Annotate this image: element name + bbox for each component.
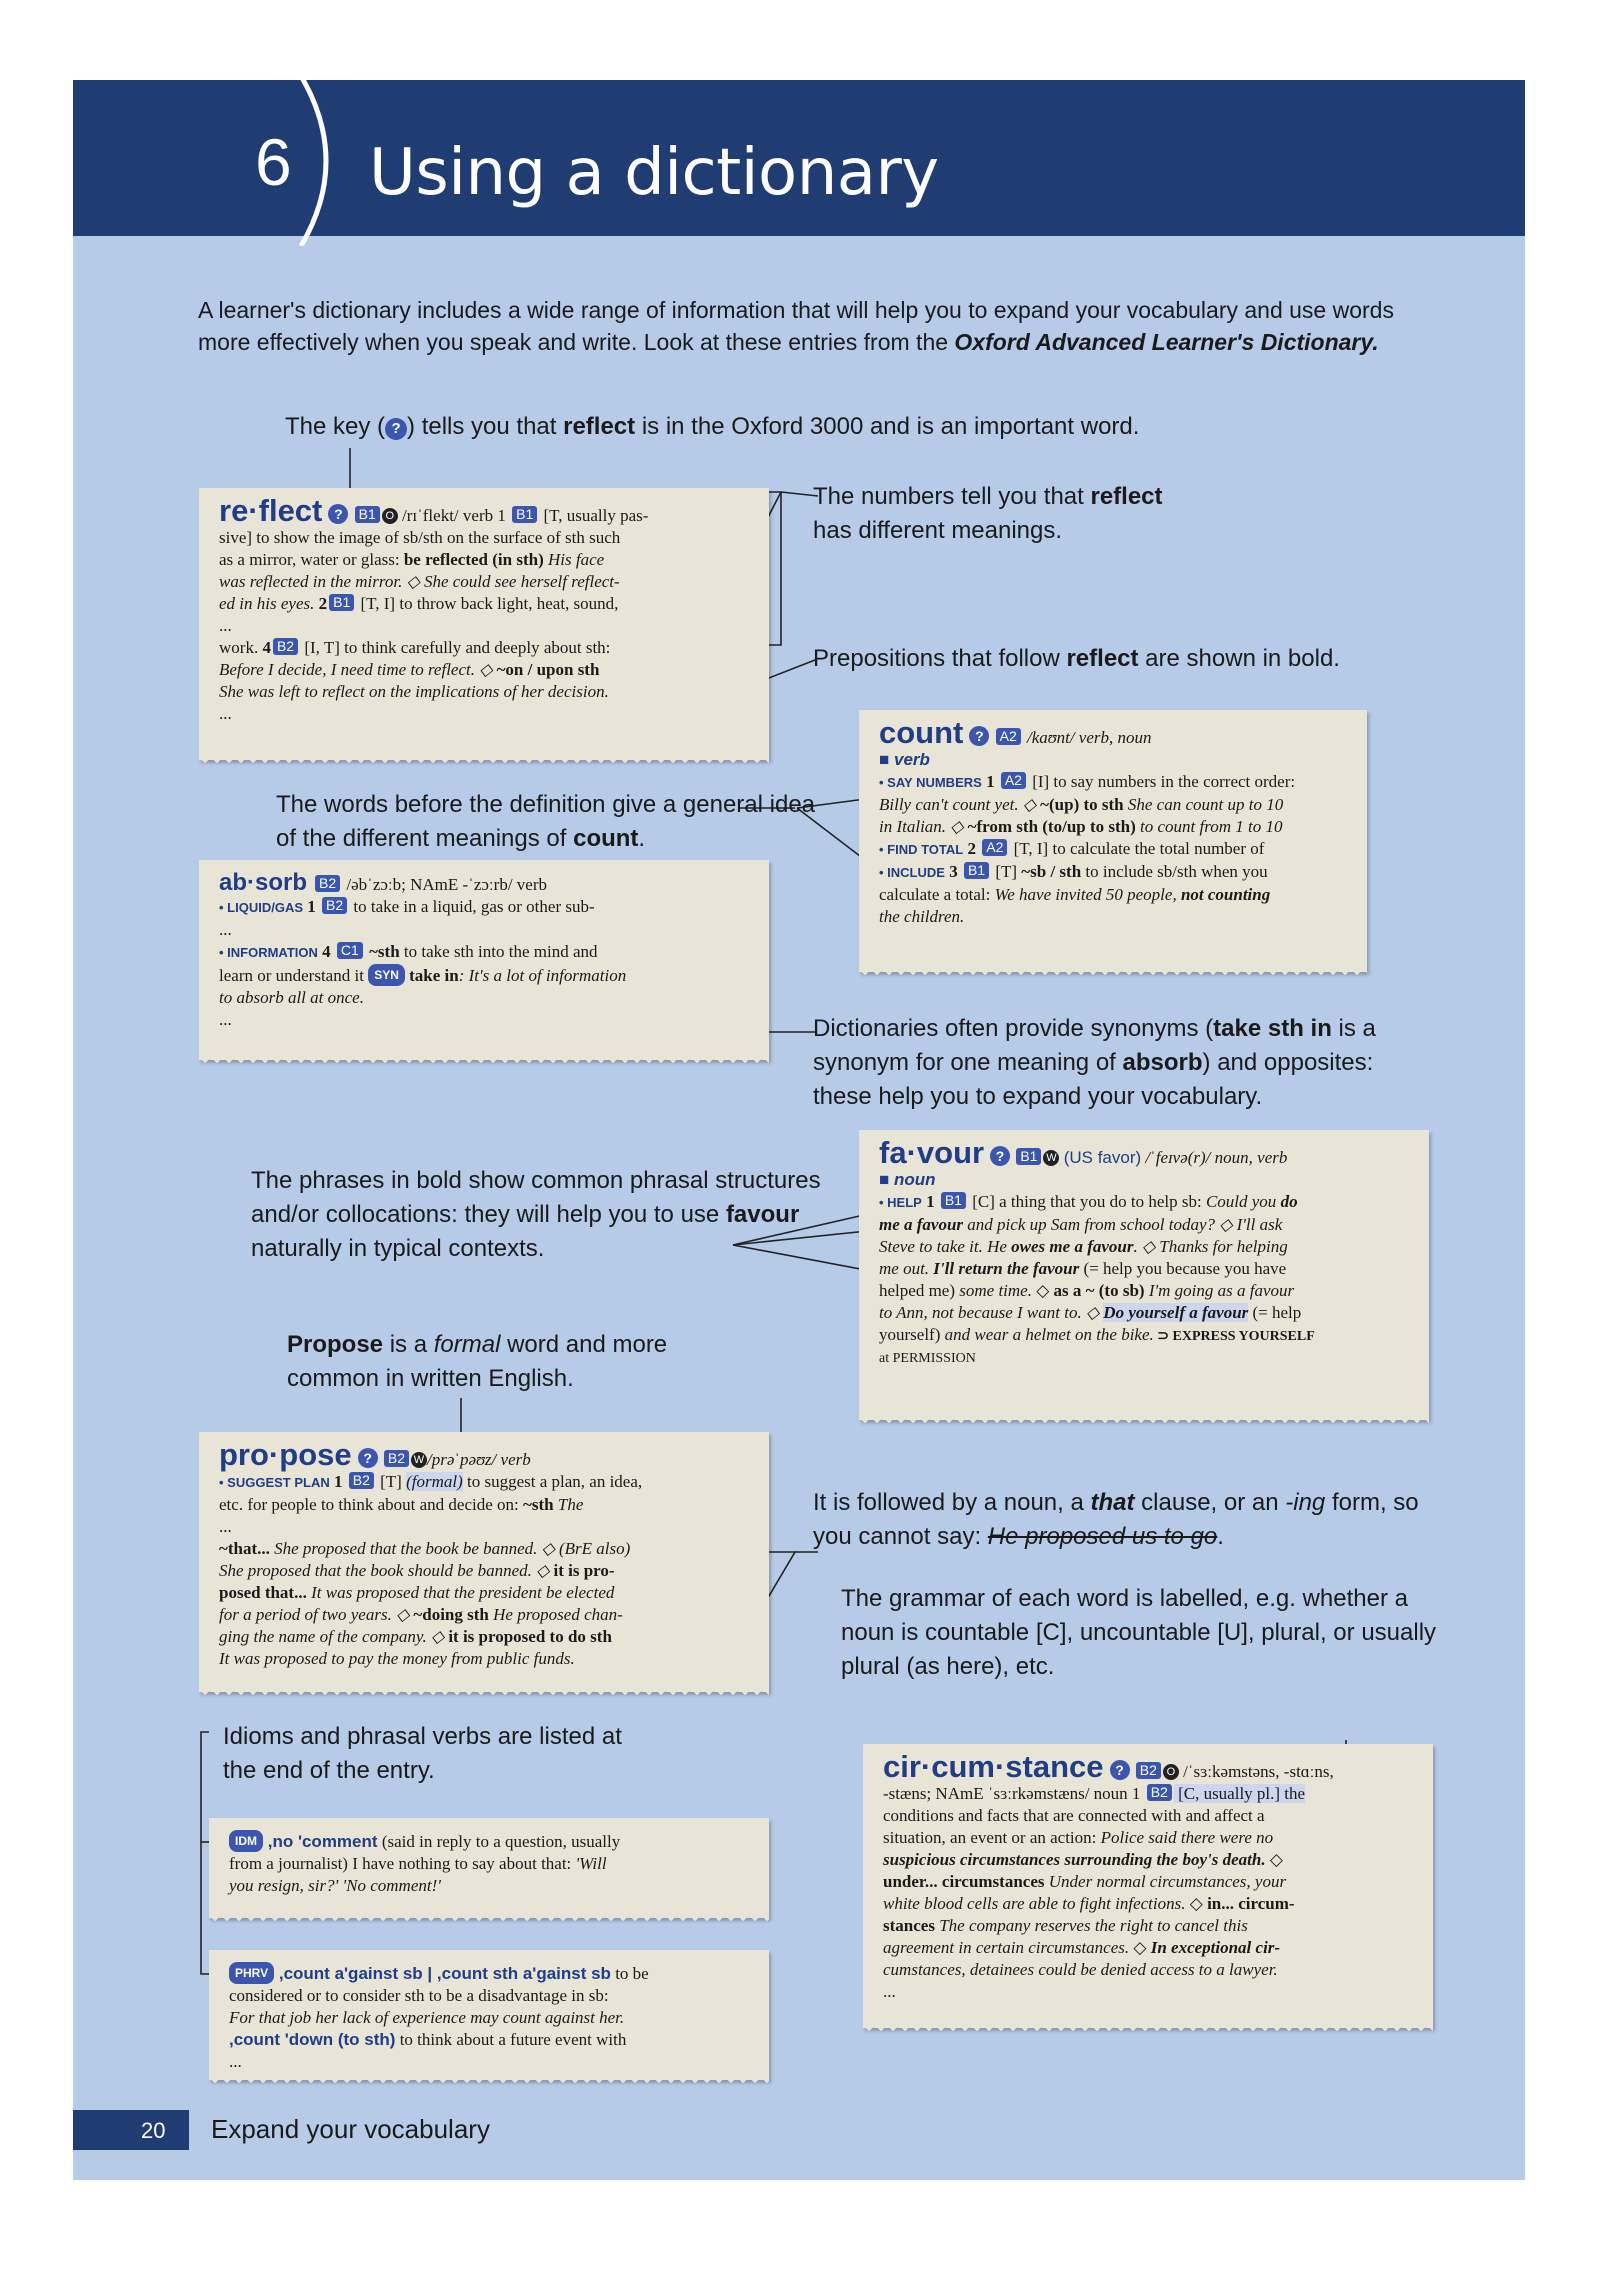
level-badge: B1 <box>355 506 380 523</box>
oxford-icon: O <box>382 508 398 524</box>
key-icon: ? <box>969 726 989 746</box>
key-note: The key ( ? ) tells you that reflect is in the Oxford 3000 and is an important word. <box>285 413 1140 440</box>
footer-bar <box>73 2110 189 2150</box>
numbers-note: The numbers tell you that reflect has different meanings. <box>813 483 1163 544</box>
followed-note: It is followed by a noun, a that clause, or an -ing form, so you cannot say: He proposed us to go. <box>813 1489 1419 1550</box>
intro-paragraph: A learner's dictionary includes a wide range of information that will help you to expand your vocabulary and use words more effectively when you speak and write. Look at these entries from the Oxford Advanced Learner's Dictionary. <box>198 297 1394 355</box>
entry-absorb: ab·sorb B2 /əbˈzɔːb; NAmE -ˈzɔːrb/ verb • LIQUID/GAS 1 B2 to take in a liquid, gas or other sub- ... • INFORMATION 4 C1 ~sth to take sth into the mind and learn or understand it SYN take in: It's a lot of information to absorb all at once. ... <box>199 860 769 1060</box>
headword: cir·cum·stance <box>883 1749 1104 1784</box>
headword: pro·pose <box>219 1437 352 1472</box>
prepositions-note: Prepositions that follow reflect are shown in bold. <box>813 645 1340 672</box>
oxford-icon: W <box>1043 1150 1059 1166</box>
headword: re·flect <box>219 493 323 528</box>
entry-count: count ? A2 /kaʊnt/ verb, noun ■ verb • SAY NUMBERS 1 A2 [I] to say numbers in the correct order: Billy can't count yet. ◇ ~(up) to sth She can count up to 10 in Italian. ◇ ~from sth (to/up to sth) to count from 1 to 10 • FIND TOTAL 2 A2 [T, I] to calculate the total number of • INCLUDE 3 B1 [T] ~sb / sth to include sb/sth when you calculate a total: We have invited 50 people, not counting the children. <box>859 710 1367 972</box>
phrasal-verb-tag: PHRV <box>229 1962 274 1984</box>
propose-note: Propose is a formal word and more common in written English. <box>287 1331 668 1392</box>
key-icon: ? <box>385 418 407 440</box>
entry-favour: fa·vour ? B1 W (US favor) /ˈfeɪvə(r)/ noun, verb ■ noun • HELP 1 B1 [C] a thing that you do to help sb: Could you do me a favour and pick up Sam from school today? ◇ I'll ask Steve to take it. He owes me a favour. ◇ Thanks for helping me out. I'll return the favour (= help you because you have helped me) some time. ◇ as a ~ (to sb) I'm going as a favour to Ann, not because I want to. ◇ Do yourself a favour (= help yourself) and wear a helmet on the bike. ⊃ EXPRESS YOURSELF at PERMISSION <box>859 1130 1429 1420</box>
entry-circumstance: cir·cum·stance ? B2 O /ˈsɜːkəmstəns, -stɑːns, -stæns; NAmE ˈsɜːrkəmstæns/ noun 1 B2 [C, usually pl.] the conditions and facts that are connected with and affect a situation, an event or an action: Police said there were no suspicious circumstances surrounding the boy's death. ◇ under... circumstances Under normal circumstances, your white blood cells are able to fight infections. ◇ in... circum- stances The company reserves the right to cancel this agreement in certain circumstances. ◇ In exceptional cir- cumstances, detainees could be denied access to a lawyer. ... <box>863 1744 1433 2028</box>
entry-propose: pro·pose ? B2 W /prəˈpəʊz/ verb • SUGGEST PLAN 1 B2 [T] (formal) to suggest a plan, an idea, etc. for people to think about and decide on: ~sth The ... ~that... She proposed that the book be banned. ◇ (BrE also) She proposed that the book should be banned. ◇ it is pro- posed that... It was proposed that the president be elected for a period of two years. ◇ ~doing sth He proposed chan- ging the name of the company. ◇ it is proposed to do sth It was proposed to pay the money from public funds. <box>199 1432 769 1692</box>
words-before-note: The words before the definition give a general idea of the different meanings of count. <box>276 791 816 852</box>
footer-title: Expand your vocabulary <box>211 2114 490 2144</box>
entry-reflect: re·flect ? B1 O /rɪˈflekt/ verb 1 B1 [T, usually pas- sive] to show the image of sb/sth on the surface of sth such as a mirror, water or glass: be reflected (in sth) His face was reflected in the mirror. ◇ She could see herself reflect- ed in his eyes. 2 B1 [T, I] to throw back light, heat, sound, ... work. 4 B2 [I, T] to think carefully and deeply about sth: Before I decide, I need time to reflect. ◇ ~on / upon sth She was left to reflect on the implications of her decision. ... <box>199 488 769 760</box>
synonyms-note: Dictionaries often provide synonyms (take sth in is a synonym for one meaning of absorb) and opposites: these help you to expand your vocabulary. <box>813 1015 1376 1110</box>
level-badge: B2 <box>1136 1762 1161 1779</box>
level-badge: A2 <box>996 728 1021 745</box>
idiom-tag: IDM <box>229 1830 263 1852</box>
grammar-note: The grammar of each word is labelled, e.g. whether a noun is countable [C], uncountable [U], plural, or usually plural (as here), etc. <box>841 1585 1437 1680</box>
page <box>73 80 1525 2180</box>
key-icon: ? <box>1110 1760 1130 1780</box>
oxford-icon: W <box>411 1452 427 1468</box>
key-icon: ? <box>328 504 348 524</box>
headword: fa·vour <box>879 1135 985 1170</box>
chapter-title: Using a dictionary <box>369 136 939 210</box>
oxford-icon: O <box>1163 1764 1179 1780</box>
page-number: 20 <box>141 2118 166 2143</box>
idioms-note: Idioms and phrasal verbs are listed at the end of the entry. <box>223 1723 622 1784</box>
level-badge: B1 <box>1016 1148 1041 1165</box>
key-icon: ? <box>990 1146 1010 1166</box>
headword: count <box>879 715 964 750</box>
level-badge: B2 <box>315 875 340 892</box>
phrases-note: The phrases in bold show common phrasal structures and/or collocations: they will help you to use favour naturally in typical contexts. <box>251 1167 821 1262</box>
entry-phrasal-verb: PHRV ,count a'gainst sb | ,count sth a'gainst sb to be considered or to consider sth to be a disadvantage in sb: For that job her lack of experience may count against her. ,count 'down (to sth) to think about a future event with ... <box>209 1950 769 2080</box>
chapter-number: 6 <box>255 125 292 199</box>
level-badge: B2 <box>384 1450 409 1467</box>
key-icon: ? <box>358 1448 378 1468</box>
entry-idiom: IDM ,no 'comment (said in reply to a question, usually from a journalist) I have nothing to say about that: 'Will you resign, sir?' 'No comment!' <box>209 1818 769 1918</box>
headword: ab·sorb <box>219 869 308 896</box>
synonym-tag: SYN <box>368 964 405 986</box>
